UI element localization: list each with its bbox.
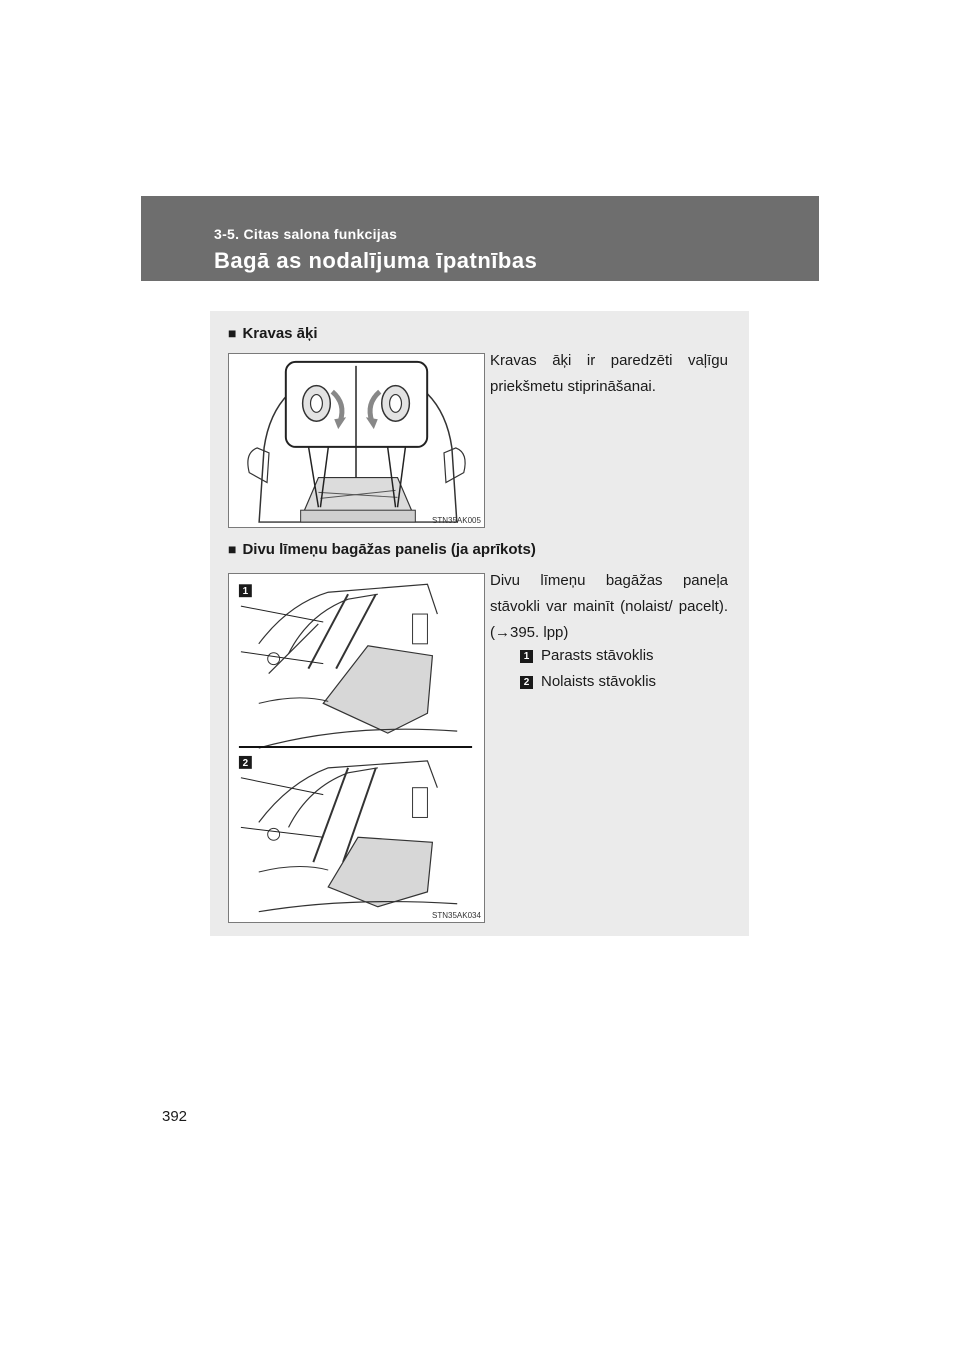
legend-label: Parasts stāvoklis — [541, 647, 654, 664]
figure-code: STN35AK034 — [432, 911, 481, 920]
section-heading-luggage-board — [228, 541, 536, 558]
square-bullet-icon: ■ — [228, 325, 237, 341]
cargo-hooks-description: Kravas āķi ir paredzēti vaļīgu priekšmetu stiprināšanai. — [490, 352, 728, 395]
figure-code: STN35AK005 — [432, 516, 481, 525]
number-badge: 2 — [520, 676, 533, 689]
cargo-hooks-figure — [228, 353, 485, 528]
heading-text: Divu līmeņu bagāžas panelis (ja aprīkots) — [242, 541, 536, 558]
number-badge: 1 — [520, 650, 533, 663]
legend-label: Nolaists stāvoklis — [541, 673, 657, 690]
heading-text: Kravas āķi — [242, 325, 318, 342]
legend-item-normal — [520, 647, 654, 664]
luggage-board-description: Divu līmeņu bagāžas paneļa stāvokli var mainīt (nolaist/ pacelt). (→395. lpp) — [490, 572, 728, 641]
cargo-hooks-illustration — [229, 354, 484, 527]
chapter-header — [141, 196, 819, 281]
page-number: 392 — [162, 1108, 188, 1125]
legend-item-lowered — [520, 673, 656, 690]
section-label: 3-5. Citas salona funkcijas — [214, 226, 398, 242]
square-bullet-icon: ■ — [228, 541, 237, 557]
luggage-board-figure — [228, 573, 485, 923]
badge-2: 2 — [242, 757, 249, 769]
badge-1: 1 — [242, 586, 249, 598]
luggage-board-illustration — [229, 574, 484, 922]
section-heading-cargo-hooks — [228, 325, 318, 342]
page-title: Bagā as nodalījuma īpatnības — [214, 248, 538, 273]
